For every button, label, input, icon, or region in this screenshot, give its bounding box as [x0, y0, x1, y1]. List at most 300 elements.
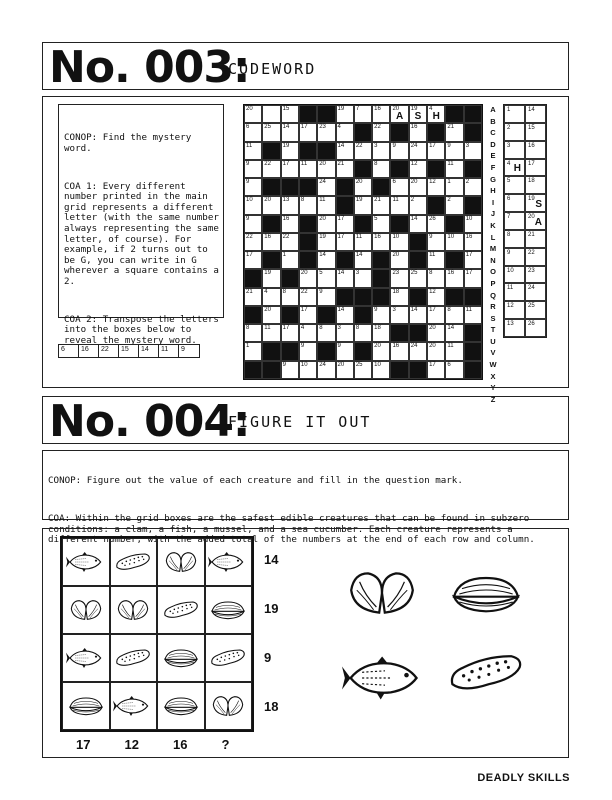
grid-cell[interactable] — [244, 196, 262, 214]
grid-cell[interactable] — [390, 105, 408, 123]
grid-cell[interactable] — [244, 178, 262, 196]
grid-cell[interactable] — [427, 306, 445, 324]
key-cell[interactable] — [525, 123, 546, 141]
row-sum: 9 — [264, 650, 272, 665]
cell-number: 9 — [429, 233, 433, 240]
cell-number: 22 — [264, 160, 271, 167]
cell-number: 6 — [246, 124, 250, 131]
cell-number: 9 — [374, 306, 378, 313]
grid-cell[interactable] — [464, 233, 482, 251]
grid-cell[interactable] — [372, 306, 390, 324]
grid-cell[interactable] — [354, 233, 372, 251]
grid-block — [445, 251, 463, 269]
grid-cell[interactable] — [372, 361, 390, 379]
cell-number: 18 — [374, 325, 381, 332]
cell-number: 19 — [337, 106, 345, 112]
grid-cell[interactable] — [299, 196, 317, 214]
alphabet-letter: U — [490, 336, 496, 346]
key-cell[interactable] — [525, 194, 546, 212]
cell-number: 1 — [246, 343, 250, 350]
grid-block — [390, 160, 408, 178]
grid-cell[interactable] — [336, 306, 354, 324]
alphabet-letter: G — [490, 174, 496, 184]
grid-cell[interactable] — [390, 142, 408, 160]
column-sum[interactable]: ? — [221, 737, 230, 752]
cell-number: 8 — [282, 288, 286, 295]
grid-cell[interactable] — [244, 251, 262, 269]
puzzle1-coa1: COA 1: Every different number printed in the main grid represents a different letter (with the same number always representing the same letter, of course). For example, if 2 turns out to be G, you can write in G wherever a square contains a 2. — [64, 180, 225, 287]
grid-cell[interactable] — [390, 233, 408, 251]
grid-cell[interactable] — [409, 123, 427, 141]
key-cell[interactable] — [504, 319, 525, 337]
alphabet-letter: M — [489, 244, 497, 254]
creature-cell — [62, 586, 110, 634]
grid-cell[interactable] — [409, 142, 427, 160]
grid-cell[interactable] — [354, 105, 372, 123]
cell-number: 11 — [447, 343, 454, 350]
grid-cell[interactable] — [464, 306, 482, 324]
cell-number: 11 — [447, 160, 454, 167]
row-sum: 18 — [264, 699, 279, 714]
key-number: 17 — [528, 160, 535, 167]
grid-cell[interactable] — [372, 142, 390, 160]
grid-cell[interactable] — [336, 269, 354, 287]
grid-cell[interactable] — [262, 324, 280, 342]
key-cell[interactable] — [504, 141, 525, 159]
cell-number: 11 — [264, 325, 271, 332]
cell-number: 21 — [374, 197, 381, 204]
grid-block — [317, 105, 335, 123]
key-number: 20 — [528, 214, 535, 221]
grid-cell[interactable] — [354, 196, 372, 214]
grid-cell[interactable] — [262, 288, 280, 306]
grid-block — [262, 342, 280, 360]
creature-cell — [205, 538, 253, 586]
cell-number: 14 — [337, 142, 345, 149]
cell-number: 17 — [429, 306, 436, 313]
cell-number: 20 — [300, 270, 308, 277]
grid-cell[interactable] — [262, 123, 280, 141]
legend-cucumber-icon — [444, 645, 528, 701]
mystery-box[interactable]: 16 — [79, 345, 99, 357]
grid-cell[interactable] — [427, 178, 445, 196]
grid-cell[interactable] — [262, 306, 280, 324]
grid-cell[interactable] — [445, 178, 463, 196]
grid-cell[interactable] — [281, 361, 299, 379]
grid-block — [427, 123, 445, 141]
grid-cell[interactable] — [409, 105, 427, 123]
grid-block — [317, 306, 335, 324]
grid-block — [409, 251, 427, 269]
grid-cell[interactable] — [390, 196, 408, 214]
grid-cell[interactable] — [336, 361, 354, 379]
grid-cell[interactable] — [445, 123, 463, 141]
key-number: 26 — [528, 321, 535, 328]
grid-cell[interactable] — [336, 342, 354, 360]
grid-cell[interactable] — [372, 196, 390, 214]
key-number: 14 — [528, 107, 535, 113]
grid-cell[interactable] — [299, 123, 317, 141]
alphabet-letter: K — [490, 220, 496, 230]
creature-cell — [62, 682, 110, 730]
grid-cell[interactable] — [244, 288, 262, 306]
grid-cell[interactable] — [336, 215, 354, 233]
cell-number: 20 — [429, 325, 436, 332]
alphabet-column — [487, 104, 499, 405]
key-number: 2 — [507, 124, 511, 131]
grid-cell[interactable] — [262, 105, 280, 123]
grid-cell[interactable] — [372, 324, 390, 342]
grid-cell[interactable] — [464, 142, 482, 160]
cell-number: 11 — [392, 197, 399, 204]
grid-cell[interactable] — [354, 361, 372, 379]
grid-cell[interactable] — [262, 233, 280, 251]
alphabet-letter: T — [490, 325, 496, 335]
grid-cell[interactable] — [445, 196, 463, 214]
cell-number: 17 — [465, 252, 473, 259]
grid-cell[interactable] — [336, 324, 354, 342]
grid-cell[interactable] — [281, 251, 299, 269]
grid-block — [372, 178, 390, 196]
grid-cell[interactable] — [281, 233, 299, 251]
cell-number: 5 — [374, 215, 378, 222]
grid-block — [299, 142, 317, 160]
grid-cell[interactable] — [427, 342, 445, 360]
grid-block — [262, 251, 280, 269]
puzzle1-instructions — [64, 112, 225, 363]
grid-cell[interactable] — [317, 361, 335, 379]
cell-number: 24 — [319, 179, 326, 186]
grid-cell[interactable] — [354, 324, 372, 342]
grid-cell[interactable] — [445, 233, 463, 251]
cell-number: 14 — [447, 325, 455, 332]
grid-block — [445, 215, 463, 233]
grid-cell[interactable] — [372, 105, 390, 123]
cell-number: 20 — [319, 215, 326, 222]
key-number: 3 — [507, 142, 511, 149]
grid-cell[interactable] — [336, 233, 354, 251]
grid-block — [299, 178, 317, 196]
key-number: 10 — [507, 267, 514, 274]
grid-cell[interactable] — [409, 160, 427, 178]
alphabet-letter: I — [491, 197, 495, 207]
mystery-box[interactable]: 15 — [119, 345, 139, 357]
grid-block — [299, 105, 317, 123]
cell-number: 11 — [319, 197, 326, 204]
grid-cell[interactable] — [427, 324, 445, 342]
alphabet-letter: J — [490, 209, 496, 219]
grid-block — [281, 342, 299, 360]
grid-cell[interactable] — [244, 215, 262, 233]
cell-number: 26 — [429, 215, 436, 222]
creature-cell — [205, 634, 253, 682]
key-cell[interactable] — [525, 141, 546, 159]
grid-cell[interactable] — [281, 324, 299, 342]
grid-cell[interactable] — [354, 251, 372, 269]
grid-cell[interactable] — [262, 196, 280, 214]
key-letter: H — [513, 163, 521, 175]
grid-cell[interactable] — [427, 288, 445, 306]
grid-cell[interactable] — [317, 233, 335, 251]
grid-cell[interactable] — [445, 269, 463, 287]
grid-cell[interactable] — [372, 215, 390, 233]
mussel-icon — [113, 596, 153, 624]
grid-cell[interactable] — [281, 160, 299, 178]
grid-block — [390, 324, 408, 342]
key-cell[interactable] — [504, 266, 525, 284]
grid-cell[interactable] — [390, 269, 408, 287]
mussel-icon — [161, 548, 201, 576]
key-number: 1 — [507, 107, 511, 113]
grid-cell[interactable] — [244, 342, 262, 360]
mystery-box[interactable]: 22 — [99, 345, 119, 357]
codeword-key[interactable] — [503, 104, 547, 338]
grid-block — [336, 251, 354, 269]
key-cell[interactable] — [525, 212, 546, 230]
mystery-word-boxes[interactable] — [58, 344, 200, 358]
cell-number: 22 — [246, 233, 253, 240]
grid-cell[interactable] — [372, 342, 390, 360]
key-number: 5 — [507, 178, 511, 185]
grid-cell[interactable] — [336, 160, 354, 178]
grid-cell[interactable] — [464, 251, 482, 269]
grid-cell[interactable] — [445, 160, 463, 178]
cell-number: 3 — [465, 142, 470, 149]
grid-cell[interactable] — [354, 178, 372, 196]
grid-cell[interactable] — [427, 269, 445, 287]
grid-cell[interactable] — [336, 105, 354, 123]
grid-cell[interactable] — [317, 160, 335, 178]
grid-cell[interactable] — [390, 178, 408, 196]
cell-number: 10 — [374, 361, 381, 368]
key-cell[interactable] — [525, 319, 546, 337]
grid-cell[interactable] — [336, 142, 354, 160]
alphabet-letter: P — [490, 278, 496, 288]
cell-number: 23 — [392, 270, 400, 277]
fish-icon — [66, 644, 106, 672]
key-cell[interactable] — [525, 105, 546, 123]
grid-cell[interactable] — [336, 123, 354, 141]
codeword-grid[interactable] — [243, 104, 483, 380]
puzzle2-title: FIGURE IT OUT — [228, 413, 372, 431]
grid-block — [464, 342, 482, 360]
grid-cell[interactable] — [427, 142, 445, 160]
creature-cell — [110, 586, 158, 634]
grid-block — [317, 342, 335, 360]
grid-cell[interactable] — [244, 233, 262, 251]
grid-cell[interactable] — [299, 361, 317, 379]
grid-cell[interactable] — [299, 342, 317, 360]
grid-block — [354, 160, 372, 178]
cell-number: 4 — [300, 325, 305, 332]
grid-cell[interactable] — [390, 288, 408, 306]
key-cell[interactable] — [504, 230, 525, 248]
cell-number: 20 — [264, 306, 271, 313]
grid-cell[interactable] — [390, 342, 408, 360]
cell-number: 21 — [337, 160, 345, 167]
grid-block — [317, 142, 335, 160]
grid-cell[interactable] — [317, 324, 335, 342]
key-cell[interactable] — [504, 248, 525, 266]
grid-cell[interactable] — [390, 251, 408, 269]
mystery-box[interactable]: 6 — [59, 345, 79, 357]
cell-number: 10 — [447, 233, 455, 240]
grid-cell[interactable] — [427, 361, 445, 379]
grid-cell[interactable] — [244, 105, 262, 123]
cell-number: 3 — [392, 306, 396, 313]
cell-number: 20 — [264, 197, 271, 204]
grid-cell[interactable] — [299, 288, 317, 306]
mystery-box[interactable]: 9 — [181, 346, 185, 353]
grid-block — [372, 251, 390, 269]
cell-number: 10 — [246, 197, 253, 204]
grid-cell[interactable] — [445, 142, 463, 160]
key-cell[interactable] — [525, 176, 546, 194]
grid-cell[interactable] — [427, 105, 445, 123]
cell-number: 17 — [282, 160, 290, 167]
key-cell[interactable] — [525, 266, 546, 284]
cell-number: 11 — [300, 160, 308, 167]
fish-icon — [208, 548, 248, 576]
cell-number: 8 — [319, 325, 323, 332]
key-cell[interactable] — [504, 283, 525, 301]
alphabet-letter: Q — [490, 290, 496, 300]
grid-cell[interactable] — [262, 160, 280, 178]
cell-number: 20 — [337, 361, 345, 368]
cell-number: 17 — [429, 361, 436, 368]
cell-number: 20 — [355, 179, 363, 186]
grid-cell[interactable] — [409, 196, 427, 214]
grid-cell[interactable] — [299, 160, 317, 178]
grid-cell[interactable] — [317, 123, 335, 141]
cell-number: 11 — [429, 252, 436, 259]
grid-cell[interactable] — [281, 105, 299, 123]
footer-brand: DEADLY SKILLS — [477, 772, 570, 784]
key-number: 6 — [507, 196, 511, 203]
grid-block — [281, 269, 299, 287]
key-cell[interactable] — [504, 212, 525, 230]
grid-cell[interactable] — [317, 196, 335, 214]
grid-cell[interactable] — [409, 342, 427, 360]
grid-cell[interactable] — [445, 361, 463, 379]
creature-cell — [110, 634, 158, 682]
grid-cell[interactable] — [409, 269, 427, 287]
cell-number: 2 — [465, 179, 470, 186]
cell-number: 15 — [282, 106, 290, 112]
grid-cell[interactable] — [409, 178, 427, 196]
column-sum: 12 — [124, 737, 139, 752]
cell-number: 14 — [410, 306, 418, 313]
grid-cell[interactable] — [354, 269, 372, 287]
key-cell[interactable] — [504, 176, 525, 194]
grid-block — [244, 306, 262, 324]
key-cell[interactable] — [504, 194, 525, 212]
grid-block — [445, 288, 463, 306]
cucumber-icon — [113, 548, 153, 576]
grid-cell[interactable] — [445, 306, 463, 324]
key-cell[interactable] — [504, 301, 525, 319]
grid-cell[interactable] — [244, 324, 262, 342]
key-cell[interactable] — [525, 159, 546, 177]
grid-block — [262, 178, 280, 196]
grid-block — [372, 288, 390, 306]
mystery-box[interactable]: 11 — [159, 345, 179, 357]
key-number: 4 — [507, 160, 511, 167]
grid-cell[interactable] — [390, 306, 408, 324]
grid-cell[interactable] — [372, 160, 390, 178]
key-letter: A — [534, 216, 542, 228]
cell-number: 8 — [447, 306, 451, 313]
grid-block — [299, 233, 317, 251]
key-cell[interactable] — [525, 301, 546, 319]
grid-cell[interactable] — [427, 215, 445, 233]
alphabet-letter: A — [490, 105, 496, 114]
grid-cell[interactable] — [445, 324, 463, 342]
grid-cell[interactable] — [244, 160, 262, 178]
grid-cell[interactable] — [281, 123, 299, 141]
grid-block — [464, 324, 482, 342]
grid-cell[interactable] — [427, 251, 445, 269]
grid-block — [336, 178, 354, 196]
grid-cell[interactable] — [281, 142, 299, 160]
grid-cell[interactable] — [262, 269, 280, 287]
grid-cell[interactable] — [281, 288, 299, 306]
grid-cell[interactable] — [317, 269, 335, 287]
puzzle1-number: No. 003: — [49, 42, 250, 93]
grid-cell[interactable] — [445, 342, 463, 360]
cell-number: 6 — [447, 361, 451, 368]
grid-cell[interactable] — [281, 196, 299, 214]
grid-cell[interactable] — [281, 215, 299, 233]
grid-block — [409, 288, 427, 306]
grid-cell[interactable] — [409, 215, 427, 233]
key-cell[interactable] — [525, 283, 546, 301]
cell-number: 14 — [319, 252, 326, 259]
puzzle2-number: No. 004: — [49, 396, 250, 447]
grid-cell[interactable] — [317, 288, 335, 306]
grid-cell[interactable] — [464, 269, 482, 287]
grid-block — [354, 342, 372, 360]
grid-cell[interactable] — [299, 306, 317, 324]
grid-cell[interactable] — [372, 123, 390, 141]
key-cell[interactable] — [525, 248, 546, 266]
cell-number: 19 — [282, 142, 290, 149]
key-cell[interactable] — [504, 123, 525, 141]
grid-block — [262, 215, 280, 233]
mystery-box[interactable]: 14 — [139, 345, 159, 357]
grid-cell[interactable] — [244, 123, 262, 141]
grid-cell[interactable] — [464, 215, 482, 233]
puzzle1-coa2: COA 2: Transpose the letters into the boxes below to reveal the mystery word. — [64, 313, 225, 346]
grid-cell[interactable] — [244, 142, 262, 160]
key-cell[interactable] — [504, 159, 525, 177]
grid-cell[interactable] — [354, 142, 372, 160]
grid-cell[interactable] — [372, 233, 390, 251]
cell-number: 8 — [429, 270, 433, 277]
grid-cell[interactable] — [464, 178, 482, 196]
grid-cell[interactable] — [317, 215, 335, 233]
grid-cell[interactable] — [317, 178, 335, 196]
grid-cell[interactable] — [427, 233, 445, 251]
grid-cell[interactable] — [299, 324, 317, 342]
key-cell[interactable] — [504, 105, 525, 123]
cell-number: 20 — [246, 106, 253, 112]
key-cell[interactable] — [525, 230, 546, 248]
grid-cell[interactable] — [409, 306, 427, 324]
grid-cell[interactable] — [317, 251, 335, 269]
grid-cell[interactable] — [299, 269, 317, 287]
cell-number: 22 — [300, 288, 308, 295]
